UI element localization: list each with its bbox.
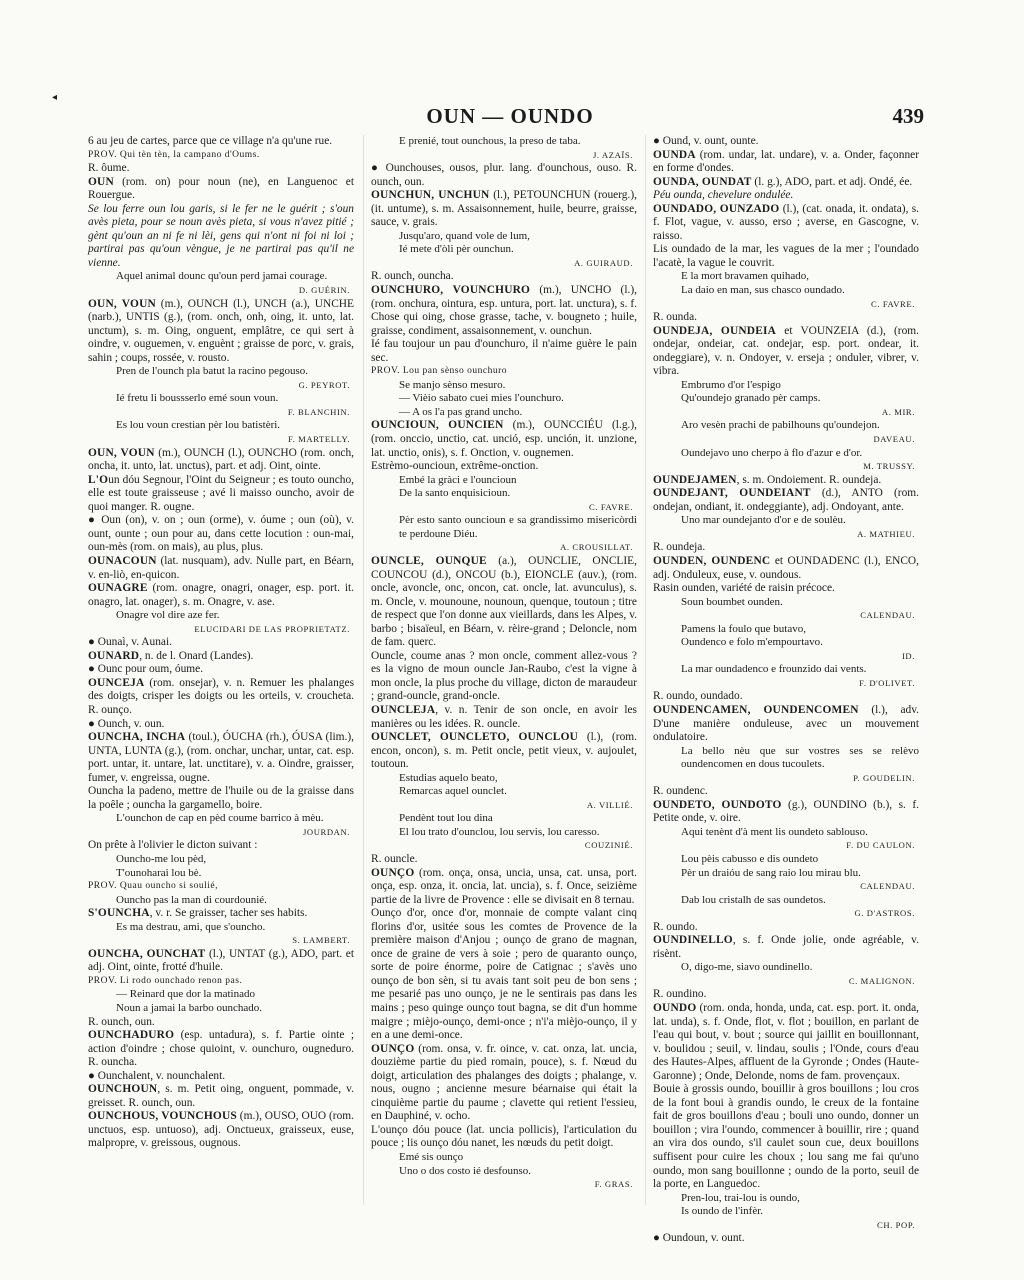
dictionary-entry: ● Oun (on), v. on ; oun (orme), v. óume ; oun (où), v. ount, ounte ; oun pour au, dans cette locution : oun-mai, oun-mès (rom. on mais), au plus, plus. (88, 514, 354, 554)
dictionary-entry: Rasin ounden, variété de raisin précoce. (653, 582, 835, 595)
dictionary-entry: OUNCIOUN, OUNCIEN (m.), OUNCCIÉU (l.g.), (rom. onccio, unctio, cat. unció, esp. unción, it. unzione, lat. unctio, onis), s. f. Onction, v. ougnemen. (371, 419, 637, 459)
citation-text: Emé sis ounço (399, 1151, 464, 1164)
dictionary-column-left (88, 135, 354, 1151)
citation-text: Estudias aquelo beato, (399, 771, 498, 784)
dictionary-entry: Lis oundado de la mar, les vagues de la mer ; l'oundado l'acatè, la vague le couvrit. (653, 243, 919, 269)
citation-author: M. TRUSSY. (863, 461, 915, 472)
dictionary-entry: PROV. Li rodo ounchado renon pas. (88, 975, 243, 986)
citation-text: Aqui tenènt d'à ment lis oundeto sablouso. (681, 825, 868, 838)
citation-author: F. GRAS. (594, 1179, 633, 1190)
citation-author: A. MATHIEU. (857, 528, 915, 539)
citation-author: J. AZAÏS. (592, 149, 633, 160)
dictionary-entry: PROV. Quau ouncho si soulié, (88, 881, 218, 892)
dictionary-entry: Ouncha la padeno, mettre de l'huile ou de la graisse dans la poêle ; ouncha la gargamello, boire. (88, 785, 354, 811)
column-divider (645, 135, 646, 1205)
citation-text: Pèr un draióu de sang raio lou mirau blu. (681, 866, 861, 879)
dictionary-entry: L'ounço dóu pouce (lat. uncia pollicis), l'articulation du pouce ; lis ounço dóu nanet, les nœuds du petit doigt. (371, 1123, 637, 1150)
citation-text: Uno mar oundejanto d'or e de soulèu. (681, 514, 846, 527)
citation-text: De la santo enquisicioun. (399, 487, 511, 500)
dictionary-entry: OUNDO (rom. onda, honda, unda, cat. esp. port. it. onda, lat. unda), s. f. Onde, flot, v. flot ; bouillon, en parlant de l'eau qui bout, v. bout ; source qui jaillit en bouillonnant, v. boulidou ; seuil, v. lindau, soulis ; l'Onde, cours d'eau des Hautes-Alpes, affluent de la Gyronde ; Ondes (Haute-Garonne) ; Onde, Delonde, noms de fam. provençaux. (653, 1002, 919, 1082)
dictionary-entry: OUNDA (rom. undar, lat. undare), v. a. Onder, façonner en forme d'ondes. (653, 148, 919, 175)
citation-author: ID. (901, 650, 915, 661)
dictionary-entry: OUNCEJA (rom. onsejar), v. n. Remuer les phalanges des doigts, crisper les doigts ou les orteils, v. croucheta. R. ounço. (88, 676, 354, 716)
citation-author: ELUCIDARI DE LAS PROPRIETATZ. (194, 623, 350, 634)
citation-text: Noun a jamai la barbo ounchado. (116, 1002, 263, 1014)
citation-text: Es ma destrau, ami, que s'ouncho. (116, 920, 266, 933)
citation-author: C. MALIGNON. (848, 975, 915, 986)
dictionary-entry: OUNAGRE (rom. onagre, onagri, onager, esp. port. it. onagro, lat. onager), s. m. Onagre, v. ase. (88, 582, 354, 608)
citation-author: CALENDAU. (860, 610, 915, 621)
dictionary-entry: S'OUNCHA, v. r. Se graisser, tacher ses habits. (88, 907, 308, 920)
citation-text: Embé la gràci e l'ouncioun (399, 473, 517, 486)
dictionary-entry: Ouncle, coume anas ? mon oncle, comment allez-vous ? es la vigno de moun ouncle Jan-Raubo, c'est la vigne à mon oncle, la plus proche du village, dicton de maraudeur ; grand-ouncle, grand-oncle. (371, 649, 637, 703)
citation-text: L'ounchon de cap en pèd coume barrico à mèu. (116, 812, 324, 825)
dictionary-entry: OUNDADO, OUNZADO (l.), (cat. onada, it. ondata), s. f. Flot, vague, v. ausso, erso ; averse, en Gascogne, v. raisso. (653, 202, 919, 242)
citation-text: Embrumo d'or l'espigo (681, 378, 781, 391)
citation-author: S. LAMBERT. (292, 935, 350, 946)
citation-text: T'ounoharai lou bè. (116, 866, 202, 879)
citation-author: G. D'ASTROS. (854, 908, 915, 919)
dictionary-entry: OUNDEJA, OUNDEIA et VOUNZEIA (d.), (rom. ondejar, ondeiar, cat. ondejar, esp. port. ondear, it. ondeggiare), v. n. Ondoyer, v. erseja ; onduler, vibrer, v. vibra. (653, 324, 919, 378)
margin-mark: ◂ (52, 92, 58, 103)
citation-text: Soun boumbet ounden. (681, 595, 783, 608)
dictionary-entry: OUNDEN, OUNDENC et OUNDADENC (l.), ENCO, adj. Onduleux, euse, v. oundous. (653, 554, 919, 581)
citation-author: G. PEYROT. (298, 379, 350, 390)
dictionary-entry: ● Oundoun, v. ount. (653, 1232, 745, 1245)
citation-text: Pendènt tout lou dina (399, 812, 493, 825)
running-title: OUN — OUNDO (426, 104, 594, 128)
citation-author: P. GOUDELIN. (853, 772, 915, 783)
citation-author: JOURDAN. (302, 826, 350, 837)
citation-text: Aro vesèn prachi de pabilhouns qu'oundejon. (681, 419, 880, 432)
dictionary-entry: Se lou ferre oun lou garis, si le fer ne le guérit ; s'oun avès pieta, pour se noun avès pieta, si vous n'avez pitié ; gènt qu'oun an ni fe ni lèi, gens qui n'ont ni foi ni loi ; partirai pas qu'oun vèngue, je ne partirai pas qu'il ne vienne. (88, 202, 354, 269)
citation-author: F. D'OLIVET. (859, 677, 915, 688)
citation-author: CALENDAU. (860, 881, 915, 892)
dictionary-entry: R. oundeja. (653, 541, 706, 554)
citation-text: Uno o dos costo ié desfounso. (399, 1164, 531, 1177)
dictionary-entry: ● Ounchouses, ousos, plur. lang. d'ounchous, ouso. R. ounch, oun. (371, 162, 637, 188)
citation-text: Aquel animal dounc qu'oun perd jamai courage. (116, 270, 328, 283)
dictionary-entry: R. oundino. (653, 988, 707, 1001)
citation-text: Pamens la foulo que butavo, (681, 622, 806, 635)
citation-text: — A os l'a pas grand uncho. (399, 405, 523, 418)
citation-text: Ié fretu li boussserlo emé soun voun. (116, 392, 279, 405)
citation-author: A. GUIRAUD. (574, 257, 633, 268)
dictionary-entry: R. oundo. (653, 920, 698, 933)
dictionary-entry: Ié fau toujour un pau d'ounchuro, il n'aime guère le pain sec. (371, 338, 637, 364)
citation-text: Dab lou cristalh de sas oundetos. (681, 893, 826, 906)
dictionary-entry: R. ounda. (653, 311, 697, 324)
dictionary-entry: OUNCLET, OUNCLETO, OUNCLOU (l.), (rom. encon, oncon), s. m. Petit oncle, petit vieux, v. aujoulet, toutoun. (371, 731, 637, 771)
citation-text: La daio en man, sus chasco oundado. (681, 284, 845, 297)
dictionary-entry: 6 au jeu de cartes, parce que ce village n'a qu'une rue. (88, 135, 333, 147)
citation-author: F. BLANCHIN. (287, 406, 350, 417)
dictionary-entry: OUNCHOUN, s. m. Petit oing, onguent, pommade, v. greisset. R. ounch, oun. (88, 1083, 354, 1109)
dictionary-entry: OUNCHURO, VOUNCHURO (m.), UNCHO (l.), (rom. onchura, ointura, esp. untura, port. lat. unctura), s. f. Chose qui oing, chose grasse, tache, v. bougneto ; huile, graisse, condiment, assaisonnement, v. ounchun. (371, 284, 637, 337)
column-divider (363, 135, 364, 1205)
citation-text: Pren de l'ounch pla batut la racino pegouso. (116, 365, 308, 378)
dictionary-entry: On prête à l'olivier le dicton suivant : (88, 839, 258, 852)
dictionary-entry: Estrèmo-ouncioun, extrême-onction. (371, 460, 539, 473)
dictionary-entry: R. ounch, ouncha. (371, 270, 454, 283)
dictionary-entry: OUNDENCAMEN, OUNDENCOMEN (l.), adv. D'une manière onduleuse, avec un mouvement ondulatoire. (653, 703, 919, 744)
citation-author: F. DU CAULON. (846, 840, 915, 851)
citation-author: D. GUÉRIN. (298, 285, 350, 296)
citation-text: Es lou voun crestian pèr lou batistèri. (116, 419, 281, 432)
citation-text: Se manjo sènso mesuro. (399, 378, 506, 391)
page-header (90, 104, 930, 134)
citation-text: Ouncho-me lou pèd, (116, 852, 207, 865)
dictionary-entry: OUNÇO (rom. onsa, v. fr. oince, v. cat. onza, lat. uncia, douzième partie du pied romain, pouce), s. f. Nœud du doigt, articulation des phalanges des doigts ; phalange, v. nous, ougno ; ancienne mesure béarnaise qui était la cinquième partie du paume ; clavette qui retient l'essieu, en Dauphiné, v. ocho. (371, 1042, 637, 1123)
dictionary-entry: ● Ound, v. ount, ounte. (653, 135, 759, 147)
dictionary-entry: PROV. Qui tèn tèn, la campano d'Oums. (88, 149, 260, 160)
dictionary-entry: OUNCLEJA, v. n. Tenir de son oncle, en avoir les manières ou les idées. R. ouncle. (371, 703, 637, 730)
dictionary-entry: OUNDEJANT, OUNDEIANT (d.), ANTO (rom. ondejan, ondiant, it. ondeggiante), adj. Ondoyant, ante. (653, 487, 919, 513)
citation-text: Onagre vol dire aze fer. (116, 609, 220, 622)
dictionary-entry: PROV. Lou pan sènso ounchuro (371, 366, 508, 377)
dictionary-entry: ● Ounc pour oum, óume. (88, 663, 204, 676)
citation-text: E la mort bravamen quihado, (681, 270, 809, 283)
citation-text: Lou pèis cabusso e dis oundeto (681, 852, 819, 865)
citation-text: O, digo-me, siavo oundinello. (681, 961, 813, 974)
citation-text: E prenié, tout ounchous, la preso de taba. (399, 135, 581, 147)
dictionary-entry: OUNDINELLO, s. f. Onde jolie, onde agréable, v. risènt. (653, 934, 919, 960)
page-number: 439 (892, 104, 924, 128)
citation-text: Qu'oundejo granado pèr camps. (681, 392, 821, 405)
dictionary-entry: OUNCHA, INCHA (toul.), ÓUCHA (rh.), ÓUSA (lim.), UNTA, LUNTA (g.), (rom. onchar, unchar, untar, cat. esp. port. untar, it. untare, lat. unctitare), v. a. Oindre, graisser, fumer, v. engreissa, ougne. (88, 731, 355, 784)
citation-author: A. CROUSILLAT. (560, 542, 633, 553)
dictionary-entry: OUNACOUN (lat. nusquam), adv. Nulle part, en Béarn, v. en-liò, en-quicon. (88, 554, 354, 581)
dictionary-entry: OUNCLE, OUNQUE (a.), OUNCLIE, ONCLIE, COUNCOU (d.), ONCOU (b.), EIONCLE (auv.), (rom. oncle, avoncle, onc, oncon, cat. oncle, lat. avunculus), s. m. Oncle, v. mounoune, nounoun, quenque, toutoun ; titre de respect que l'on donne aux vieillards, dans les Alpes, v. barbo ; bisaïeul, en Béarn, v. rèire-grand ; Deloncle, nom de fam. querc. (371, 554, 637, 649)
dictionary-entry: OUNCHA, OUNCHAT (l.), UNTAT (g.), ADO, part. et adj. Oint, ointe, frotté d'huile. (88, 947, 354, 974)
citation-text: Is oundo de l'infèr. (681, 1205, 764, 1218)
citation-text: Pren-lou, trai-lou is oundo, (681, 1191, 800, 1204)
citation-author: A. MIR. (881, 406, 915, 417)
citation-text: La bello nèu que sur vostres ses se relèvo oundencomen en dous tucoulets. (681, 744, 919, 771)
dictionary-entry: OUNDEJAMEN, s. m. Ondoiement. R. oundeja. (653, 473, 882, 486)
dictionary-entry: R. oundenc. (653, 785, 708, 798)
dictionary-entry: Bouie à grossis oundo, bouillir à gros bouillons ; lou cros de la font boui à grandis oundo, le creux de la fontaine fait de gros bouillons d'eau ; bouli uno oundo, donner un bouillon ; vira l'oundo, commencer à bouillir, rire ; quand an vira dos oundo, s'il caulet soun cue, deux bouillons suffisent pour cuire les choux ; lou sang me fai qu'uno oundo, mon sang bouillonne ; oundo de la porto, seuil de la porte, en Languedoc. (653, 1083, 919, 1191)
dictionary-entry: Péu ounda, chevelure ondulée. (653, 189, 794, 202)
dictionary-entry: R. ôume. (88, 162, 130, 175)
citation-text: Oundejavo uno cherpo à flo d'azur e d'or. (681, 446, 863, 459)
dictionary-entry: ● Ounch, v. oun. (88, 717, 165, 730)
dictionary-entry: OUN, VOUN (m.), OUNCH (l.), UNCH (a.), UNCHE (narb.), UNTIS (g.), (rom. onch, onh, oing, it. unto, lat. unctum), s. m. Oing, onguent, emplâtre, ce qui sert à oindre, v. ouguemen, v. enguènt ; graisse de porc, v. grais, sahin ; coups, rossée, v. rousto. (88, 297, 354, 364)
citation-text: — Vièio sabato cuei mies l'ounchuro. (399, 392, 564, 405)
dictionary-entry: OUNDA, OUNDAT (l. g.), ADO, part. et adj. Ondé, ée. (653, 175, 913, 188)
dictionary-entry: L'Oun dóu Segnour, l'Oint du Seigneur ; es touto ouncho, elle est toute graisseuse ; avé li maisso ouncho, avoir de quoi manger. R. ougne. (88, 473, 354, 513)
citation-author: A. VILLIÉ. (586, 799, 633, 810)
citation-author: CH. POP. (877, 1219, 915, 1230)
dictionary-entry: OUNCHOUS, VOUNCHOUS (m.), OUSO, OUO (rom. unctuos, esp. untuoso), adj. Onctueux, graisseux, euse, malpropre, v. greissous, ougnous. (88, 1110, 354, 1150)
citation-author: C. FAVRE. (870, 298, 915, 309)
citation-text: Pèr esto santo ouncioun e sa grandissimo misericòrdi te perdoune Diéu. (399, 514, 637, 540)
citation-author: COUZINIÉ. (584, 840, 633, 851)
citation-text: El lou trato d'ounclou, lou servis, lou caresso. (399, 825, 600, 838)
dictionary-entry: R. ounch, oun. (88, 1015, 155, 1028)
dictionary-entry: ● Ounchalent, v. nounchalent. (88, 1069, 226, 1082)
citation-text: La mar oundadenco e frounzido dai vents. (681, 663, 867, 676)
citation-text: Remarcas aquel ounclet. (399, 785, 507, 798)
dictionary-entry: ● Ounaì, v. Aunai. (88, 636, 172, 649)
dictionary-entry: OUN, VOUN (m.), OUNCH (l.), OUNCHO (rom. onch, oncha, it. unto, lat. unctus), part. et adj. Oint, ointe. (88, 446, 354, 473)
dictionary-entry: R. oundo, oundado. (653, 690, 743, 703)
citation-text: Ié mete d'òli pèr ounchun. (399, 243, 514, 256)
dictionary-entry: OUNDETO, OUNDOTO (g.), OUNDINO (b.), s. f. Petite onde, v. oire. (653, 798, 920, 825)
dictionary-entry: OUNCHUN, UNCHUN (l.), PETOUNCHUN (rouerg.), (it. untume), s. m. Assaisonnement, huile, beurre, graisse, sauce, v. grais. (371, 189, 637, 229)
citation-text: Ouncho pas la man di courdounié. (116, 893, 267, 906)
dictionary-entry: OUNÇO (rom. onça, onsa, uncia, unsa, cat. unsa, port. onça, esp. onza, it. oncia, lat. uncia), s. f. Once, seizième partie de la livre de Provence : elle se divisait en 8 ternau. (371, 866, 637, 906)
dictionary-entry: OUN (rom. on) pour noun (ne), en Languenoc et Rouergue. (88, 175, 354, 202)
dictionary-entry: OUNCHADURO (esp. untadura), s. f. Partie ointe ; action d'oindre ; chose quioint, v. ounchuro, ougneduro. R. ouncha. (88, 1029, 354, 1069)
dictionary-column-middle (371, 135, 637, 1192)
dictionary-entry: R. ouncle. (371, 852, 418, 865)
dictionary-column-right (653, 135, 919, 1246)
dictionary-entry: OUNARD, n. de l. Onard (Landes). (88, 649, 254, 662)
citation-author: DAVEAU. (873, 434, 915, 445)
citation-author: C. FAVRE. (588, 501, 633, 512)
citation-text: Oundenco e folo m'empourtavo. (681, 636, 823, 649)
citation-author: F. MARTELLY. (287, 434, 350, 445)
citation-text: — Reinard que dor la matinado (116, 988, 255, 1001)
citation-text: Jusqu'aro, quand vole de lum, (399, 229, 530, 242)
dictionary-entry: Ounço d'or, once d'or, monnaie de compte valant cinq florins d'or, usitée sous les comtes de Provence de la première maison d'Anjou ; ounço de grano de magnan, once de graine de vers à soie ; pero de quaranto ounço, sorte de poire énorme, poire de Catignac ; s'avès uno ounço de bon sèn, si tu avais tant soit peu de bon sens ; me pesarié pas uno ounço, je ne le sentirais pas dans les mains ; peso quinge ounço tout bagna, se dit d'un homme maigre ; mièjo-ounço, demi-once ; n'i'a mièjo-ounço, il y en a une demi-once. (371, 907, 637, 1042)
